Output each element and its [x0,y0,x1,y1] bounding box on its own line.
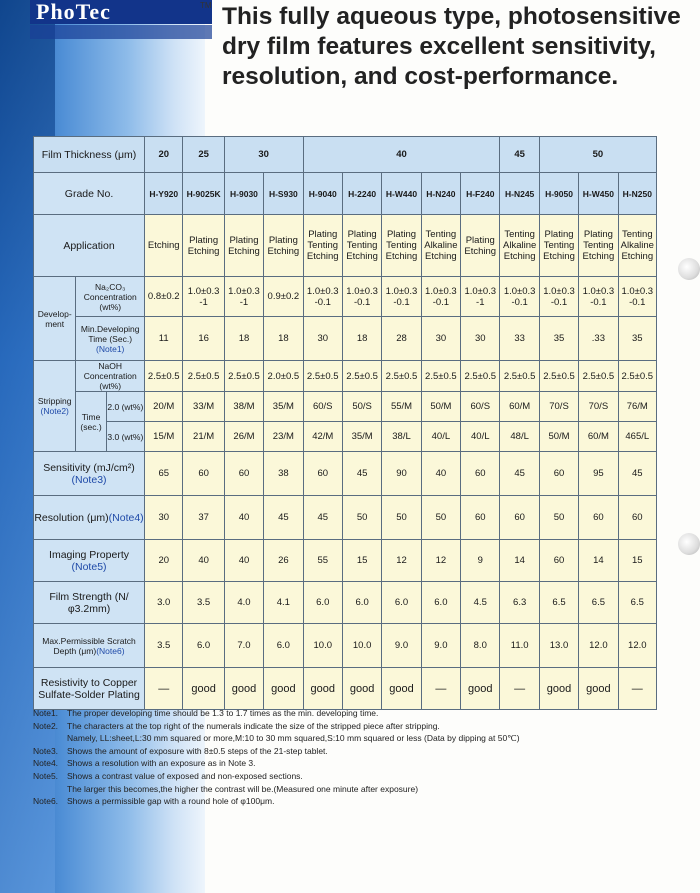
resist-cell: good [264,668,303,710]
min-dev-label: Min.Developing Time (Sec.) [80,323,140,344]
scratch-cell: 10.0 [303,624,342,668]
resist-cell: good [579,668,618,710]
application-cell [500,215,539,277]
sensitivity-header [34,452,145,496]
t30-cell: 40/L [461,422,500,452]
application-cell-line: Plating [465,234,495,246]
sensitivity-cell: 65 [145,452,183,496]
application-cell-line: Tenting [504,229,535,240]
sensitivity-cell: 60 [303,452,342,496]
resist-cell: good [303,668,342,710]
note-id: Note6. [33,796,59,807]
resolution-cell: 37 [183,496,224,540]
scratch-cell: 10.0 [342,624,381,668]
strength-cell: 4.1 [264,582,303,624]
resist-cell: good [539,668,578,710]
t20-cell: 55/M [382,392,421,422]
na2co3-cell [303,277,342,317]
na2co3-cell [421,277,460,317]
strength-cell: 4.5 [461,582,500,624]
binder-hole [678,258,700,280]
imaging-cell: 20 [145,540,183,582]
application-cell-line: Tenting [621,229,653,240]
min-dev-cell: 30 [303,317,342,361]
imaging-cell: 55 [303,540,342,582]
na2co3-cell [500,277,539,317]
stripping-label: Stripping [37,396,72,406]
na2co3-cell-line: -0.1 [511,296,528,308]
na2co3-cell-line: -0.1 [393,296,410,308]
thickness-header: Film Thickness (μm) [34,137,145,173]
application-cell-line: Etching [306,251,339,262]
resist-cell: — [421,668,460,710]
na2co3-cell [539,277,578,317]
resist-cell: good [461,668,500,710]
min-dev-cell: 18 [224,317,263,361]
application-cell-line: Etching [621,251,654,262]
resist-cell: good [183,668,224,710]
strength-cell: 6.0 [342,582,381,624]
resolution-cell: 30 [145,496,183,540]
application-cell [421,215,460,277]
note-id [33,732,67,745]
application-cell-line: Tenting [346,240,378,251]
application-cell [224,215,263,277]
t20-cell: 70/S [579,392,618,422]
note-text: The proper developing time should be 1.3 to 1.7 times as the min. developing time. [67,708,379,718]
t30-cell: 465/L [618,422,656,452]
grade-cell: H-N240 [421,173,460,215]
application-cell-line: Etching [346,251,378,262]
resolution-cell: 40 [224,496,263,540]
trademark-mark: TM [200,1,212,10]
min-dev-cell: 35 [539,317,578,361]
strength-cell: 3.5 [183,582,224,624]
resolution-cell: 45 [303,496,342,540]
application-cell-line: Plating [583,229,613,240]
na2co3-cell-line: 1.0±0.3 [187,285,220,297]
t20-cell: 35/M [264,392,303,422]
strength-cell: 6.5 [579,582,618,624]
grade-cell: H-F240 [461,173,500,215]
resolution-cell: 50 [382,496,421,540]
application-cell-line: Plating [386,229,417,240]
imaging-cell: 14 [579,540,618,582]
note-row [33,745,673,758]
min-dev-header [76,317,145,361]
naoh-cell: 2.5±0.5 [145,361,183,392]
na2co3-cell [382,277,421,317]
na2co3-cell [618,277,656,317]
na2co3-cell [342,277,381,317]
application-header: Application [34,215,145,277]
t30-cell: 38/L [382,422,421,452]
strength-cell: 3.0 [145,582,183,624]
t30-cell: 50/M [539,422,578,452]
sensitivity-cell: 45 [500,452,539,496]
resist-header: Resistivity to Copper Sulfate-Solder Plating [34,668,145,710]
naoh-cell: 2.5±0.5 [342,361,381,392]
na2co3-cell-line: 1.0±0.3 [464,285,497,297]
sensitivity-cell: 60 [183,452,224,496]
binder-hole [678,533,700,555]
application-cell [382,215,421,277]
na2co3-cell-line: 1.0±0.3 [582,285,615,297]
naoh-cell: 2.5±0.5 [539,361,578,392]
strength-cell: 6.0 [303,582,342,624]
note4-ref: (Note4) [108,511,144,524]
imaging-cell: 12 [421,540,460,582]
application-cell-line: Etching [385,251,418,262]
imaging-header [34,540,145,582]
na2co3-cell-line: 0.9±0.2 [267,291,300,302]
sensitivity-cell: 90 [382,452,421,496]
thickness-group: 25 [183,137,224,173]
note-text: Shows a permissible gap with a round hole of φ100μm. [67,796,275,807]
imaging-cell: 40 [183,540,224,582]
note-row [33,720,673,733]
spec-table [33,136,657,710]
t20-cell: 60/S [461,392,500,422]
sensitivity-cell: 40 [421,452,460,496]
grade-cell: H-N245 [500,173,539,215]
application-cell-line: Etching [425,251,457,262]
scratch-cell: 7.0 [224,624,263,668]
page-headline: This fully aqueous type, photosensitive dry film features excellent sensitivity, resolution, and cost-performance. [222,3,681,90]
t20-cell: 60/S [303,392,342,422]
grade-cell: H-9030 [224,173,263,215]
min-dev-cell: 35 [618,317,656,361]
naoh-cell: 2.5±0.5 [183,361,224,392]
logo-bar [30,25,212,39]
sensitivity-cell: 95 [579,452,618,496]
resist-cell: good [382,668,421,710]
resolution-label: Resolution (μm) [34,511,109,524]
application-cell-line: Tenting [425,229,457,240]
application-cell [461,215,500,277]
scratch-label: Max.Permissible Scratch Depth (μm) [42,635,136,656]
t20-cell: 76/M [618,392,656,422]
development-header: Develop-ment [34,277,76,361]
na2co3-cell-line: 1.0±0.3 [306,285,339,297]
scratch-cell: 8.0 [461,624,500,668]
na2co3-cell-line: -1 [239,296,249,308]
naoh-cell: 2.0±0.5 [264,361,303,392]
min-dev-cell: 33 [500,317,539,361]
na2co3-cell-line: 1.0±0.3 [425,285,457,297]
note-id [33,783,67,796]
resist-cell: — [618,668,656,710]
application-cell [183,215,224,277]
grade-cell: H-W440 [382,173,421,215]
na2co3-cell-line: -0.1 [353,296,371,308]
application-cell-line: Tenting [543,240,575,251]
t20-cell: 33/M [183,392,224,422]
t30-cell: 48/L [500,422,539,452]
na2co3-cell-line: -0.1 [314,296,331,308]
application-cell-line: Etching [267,245,300,257]
scratch-cell: 9.0 [382,624,421,668]
grade-cell: H-Y920 [145,173,183,215]
imaging-cell: 26 [264,540,303,582]
imaging-cell: 9 [461,540,500,582]
scratch-cell: 3.5 [145,624,183,668]
na2co3-cell [183,277,224,317]
t30-cell: 23/M [264,422,303,452]
scratch-cell: 6.0 [264,624,303,668]
application-cell-line: Etching [543,251,575,262]
resolution-cell: 50 [421,496,460,540]
na2co3-cell [145,277,183,317]
t30-header: 3.0 (wt%) [106,422,144,452]
sensitivity-cell: 60 [539,452,578,496]
imaging-cell: 12 [382,540,421,582]
t20-cell: 60/M [500,392,539,422]
application-cell-line: Plating [189,234,219,246]
t20-cell: 50/M [421,392,460,422]
note-row [33,707,673,720]
application-cell-line: Alkaline [424,240,458,251]
thickness-group: 50 [539,137,656,173]
application-cell-line: Alkaline [620,240,654,251]
min-dev-cell: 18 [264,317,303,361]
strength-cell: 6.5 [618,582,656,624]
resolution-cell: 50 [342,496,381,540]
sensitivity-label: Sensitivity (mJ/cm²) [43,461,135,474]
strength-header: Film Strength (N/φ3.2mm) [34,582,145,624]
application-cell-line: Etching [503,251,536,262]
sensitivity-cell: 38 [264,452,303,496]
scratch-cell: 9.0 [421,624,460,668]
t20-cell: 50/S [342,392,381,422]
note-id: Note5. [33,770,59,781]
na2co3-cell [224,277,263,317]
resist-cell: — [145,668,183,710]
imaging-cell: 40 [224,540,263,582]
application-cell-line: Tenting [386,240,417,251]
na2co3-cell-line: 1.0±0.3 [621,285,654,297]
note-id: Note1. [33,708,59,718]
na2co3-cell-line: 1.0±0.3 [346,285,378,297]
scratch-cell: 13.0 [539,624,578,668]
note-id: Note4. [33,758,59,769]
application-cell-line: Etching [147,240,180,251]
note-text: Namely, LL:sheet,L:30 mm squared or more,M:10 to 30 mm squared,S:10 mm squared or less (Data by dipping at 50℃) [67,733,520,744]
application-cell-line: Plating [347,229,377,240]
stripping-header [34,361,76,452]
na2co3-cell-line: -1 [476,296,485,308]
na2co3-header: Na₂CO₃ Concentration (wt%) [76,277,145,317]
scratch-cell: 11.0 [500,624,539,668]
na2co3-cell-line: 0.8±0.2 [147,291,180,302]
application-cell-line: Plating [268,234,298,246]
sensitivity-cell: 45 [342,452,381,496]
note2-ref: (Note2) [40,406,69,416]
note1-ref: (Note1) [96,343,125,354]
na2co3-cell-line: 1.0±0.3 [385,285,418,297]
resolution-cell: 45 [264,496,303,540]
na2co3-cell-line: 1.0±0.3 [503,285,536,297]
resist-cell: good [224,668,263,710]
naoh-cell: 2.5±0.5 [224,361,263,392]
min-dev-cell: .33 [579,317,618,361]
scratch-cell: 6.0 [183,624,224,668]
grade-cell: H-S930 [264,173,303,215]
grade-cell: H-N250 [618,173,656,215]
note-text: Shows a resolution with an exposure as in Note 3. [67,758,256,769]
naoh-header: NaOH Concentration (wt%) [76,361,145,392]
application-cell [303,215,342,277]
resist-cell: good [342,668,381,710]
application-cell-line: Plating [544,229,574,240]
na2co3-cell-line: -0.1 [590,296,607,308]
application-cell-line: Plating [308,229,338,240]
spec-table-container [33,136,657,702]
application-cell-line: Tenting [583,240,614,251]
thickness-group: 40 [303,137,500,173]
t30-cell: 35/M [342,422,381,452]
strength-cell: 6.0 [382,582,421,624]
note3-ref: (Note3) [71,473,107,486]
thickness-group: 45 [500,137,539,173]
application-cell [539,215,578,277]
note-text: Shows a contrast value of exposed and non-exposed sections. [67,770,303,781]
na2co3-cell-line: -1 [199,296,208,308]
na2co3-cell-line: -0.1 [432,296,450,308]
imaging-cell: 14 [500,540,539,582]
note-text: Shows the amount of exposure with 8±0.5 steps of the 21-step tablet. [67,745,328,756]
imaging-cell: 15 [618,540,656,582]
t30-cell: 21/M [183,422,224,452]
naoh-cell: 2.5±0.5 [618,361,656,392]
application-cell [618,215,656,277]
application-cell-line: Etching [582,251,615,262]
resolution-cell: 60 [579,496,618,540]
na2co3-cell-line: 1.0±0.3 [543,285,575,297]
t20-cell: 20/M [145,392,183,422]
application-cell-line: Etching [464,245,497,257]
na2co3-cell [264,277,303,317]
resist-cell: — [500,668,539,710]
na2co3-cell-line: 1.0±0.3 [228,285,260,297]
resolution-header [34,496,145,540]
note-id: Note3. [33,745,59,756]
thickness-group: 20 [145,137,183,173]
min-dev-cell: 30 [421,317,460,361]
application-cell-line: Alkaline [503,240,537,251]
naoh-cell: 2.5±0.5 [303,361,342,392]
min-dev-cell: 30 [461,317,500,361]
grade-cell: H-9025K [183,173,224,215]
scratch-cell: 12.0 [579,624,618,668]
t20-cell: 70/S [539,392,578,422]
strength-cell: 6.5 [539,582,578,624]
grade-cell: H-2240 [342,173,381,215]
min-dev-cell: 16 [183,317,224,361]
strength-cell: 4.0 [224,582,263,624]
strength-cell: 6.0 [421,582,460,624]
note-text: The characters at the top right of the numerals indicate the size of the stripped piece after stripping. [67,720,440,731]
grade-cell: H-W450 [579,173,618,215]
sensitivity-cell: 60 [224,452,263,496]
scratch-cell: 12.0 [618,624,656,668]
application-cell-line: Etching [228,245,260,257]
imaging-label: Imaging Property [49,548,129,561]
application-cell-line: Plating [229,234,259,246]
resolution-cell: 60 [500,496,539,540]
thickness-group: 30 [224,137,303,173]
time-header: Time (sec.) [76,392,106,452]
note-row [33,732,673,745]
brand-logo: PhoTec [30,0,212,24]
note-row [33,757,673,770]
scratch-header [34,624,145,668]
t30-cell: 26/M [224,422,263,452]
naoh-cell: 2.5±0.5 [579,361,618,392]
note-id: Note2. [33,720,59,731]
resolution-cell: 60 [618,496,656,540]
resolution-cell: 50 [539,496,578,540]
naoh-cell: 2.5±0.5 [421,361,460,392]
note-row [33,783,673,796]
t20-cell: 38/M [224,392,263,422]
naoh-cell: 2.5±0.5 [382,361,421,392]
naoh-cell: 2.5±0.5 [500,361,539,392]
note5-ref: (Note5) [71,560,107,573]
note-text: The larger this becomes,the higher the contrast will be.(Measured one minute after exposure) [67,783,419,794]
application-cell [145,215,183,277]
application-cell [579,215,618,277]
sensitivity-cell: 45 [618,452,656,496]
resolution-cell: 60 [461,496,500,540]
t20-header: 2.0 (wt%) [106,392,144,422]
application-cell-line: Tenting [307,240,339,251]
note-row [33,770,673,783]
min-dev-cell: 11 [145,317,183,361]
note-row [33,795,673,808]
t30-cell: 40/L [421,422,460,452]
min-dev-cell: 18 [342,317,381,361]
application-cell [342,215,381,277]
t30-cell: 42/M [303,422,342,452]
na2co3-cell-line: -0.1 [629,296,646,308]
strength-cell: 6.3 [500,582,539,624]
grade-cell: H-9040 [303,173,342,215]
application-cell-line: Etching [187,245,220,257]
na2co3-cell [461,277,500,317]
t30-cell: 60/M [579,422,618,452]
imaging-cell: 15 [342,540,381,582]
imaging-cell: 60 [539,540,578,582]
notes-section [33,707,673,808]
note6-ref: (Note6) [96,645,125,656]
naoh-cell: 2.5±0.5 [461,361,500,392]
grade-header: Grade No. [34,173,145,215]
sensitivity-cell: 60 [461,452,500,496]
t30-cell: 15/M [145,422,183,452]
min-dev-cell: 28 [382,317,421,361]
na2co3-cell-line: -0.1 [550,296,568,308]
grade-cell: H-9050 [539,173,578,215]
application-cell [264,215,303,277]
na2co3-cell [579,277,618,317]
